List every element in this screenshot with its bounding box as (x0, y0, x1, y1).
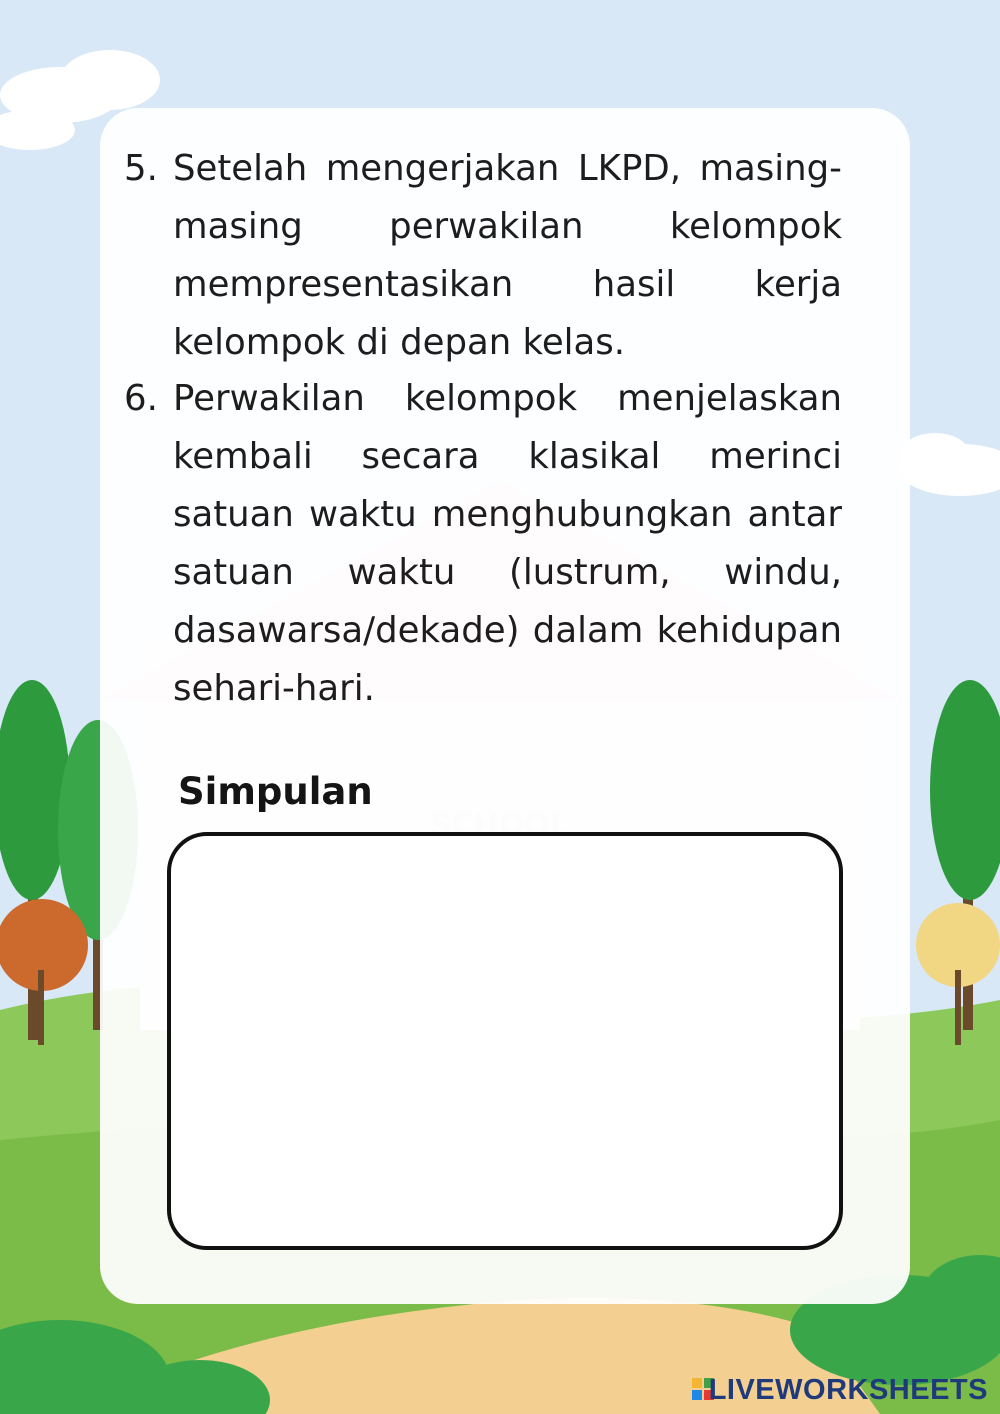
list-item (124, 140, 842, 372)
conclusion-heading: Simpulan (178, 770, 373, 813)
liveworksheets-brand[interactable]: LIVEWORKSHEETS (708, 1374, 988, 1406)
item-text: Setelah mengerjakan LKPD, masing-masing perwakilan kelompok mempresentasikan hasil kerja kelompok di depan kelas. (173, 148, 842, 363)
item-number: 5. (124, 148, 158, 189)
list-item (124, 370, 842, 718)
item-text: Perwakilan kelompok menjelaskan kembali secara klasikal merinci satuan waktu menghubungkan antar satuan waktu (lustrum, windu, dasawarsa/dekade) dalam kehidupan sehari-hari. (173, 378, 842, 709)
item-number: 6. (124, 378, 158, 419)
conclusion-answer-box[interactable] (167, 832, 843, 1250)
